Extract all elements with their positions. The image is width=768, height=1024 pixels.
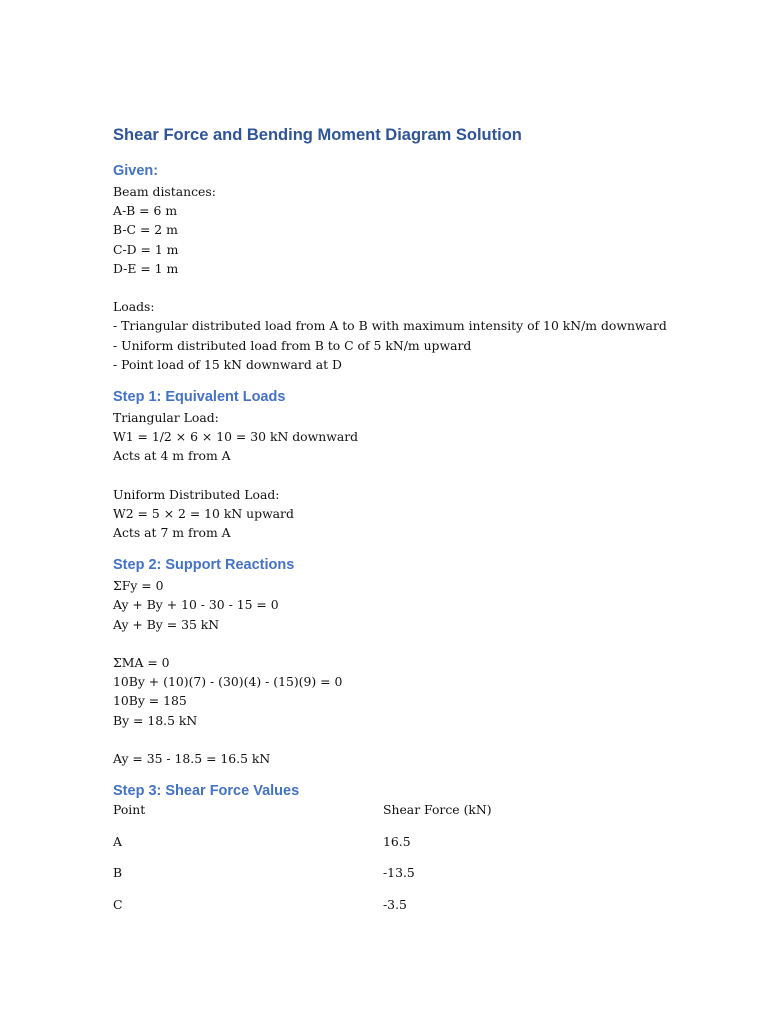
- step3-heading: Step 3: Shear Force Values: [113, 783, 300, 800]
- spacer: [113, 465, 713, 484]
- spacer: [113, 634, 713, 653]
- moment-equation: 10By = 185: [113, 693, 187, 709]
- loads-label: Loads:: [113, 299, 155, 315]
- uniform-load-line: W2 = 5 × 2 = 10 kN upward: [113, 505, 294, 521]
- force-equation: Ay + By = 35 kN: [113, 616, 220, 632]
- distance-line: C-D = 1 m: [113, 241, 179, 257]
- moment-equation: 10By + (10)(7) - (30)(4) - (15)(9) = 0: [113, 674, 343, 690]
- uniform-load-line: Acts at 7 m from A: [113, 525, 231, 540]
- point-cell: B: [113, 865, 123, 881]
- uniform-load-line: Uniform Distributed Load:: [113, 486, 280, 502]
- shear-value-cell: 16.5: [383, 833, 411, 849]
- moment-equation: By = 18.5 kN: [113, 712, 198, 728]
- table-row: [113, 865, 673, 897]
- document-page: [113, 122, 713, 928]
- table-header-row: [113, 802, 673, 834]
- given-heading: Given:: [113, 163, 159, 179]
- column-header-shear-force: Shear Force (kN): [383, 802, 492, 818]
- distances-label: Beam distances:: [113, 184, 216, 199]
- point-cell: A: [113, 833, 122, 849]
- spacer: [113, 730, 713, 749]
- shear-value-cell: -13.5: [383, 865, 415, 881]
- step1-heading: Step 1: Equivalent Loads: [113, 388, 286, 405]
- force-equation: ΣFy = 0: [113, 578, 164, 594]
- distance-line: B-C = 2 m: [113, 222, 178, 238]
- document-title: Shear Force and Bending Moment Diagram Solution: [113, 126, 522, 144]
- step2-section: [113, 554, 713, 768]
- step2-heading: Step 2: Support Reactions: [113, 557, 295, 574]
- load-line: - Point load of 15 kN downward at D: [113, 356, 342, 372]
- shear-force-table: [113, 802, 673, 928]
- load-line: - Uniform distributed load from B to C of 5 kN/m upward: [113, 337, 472, 353]
- triangular-load-line: Acts at 4 m from A: [113, 448, 231, 464]
- shear-value-cell: -3.5: [383, 896, 407, 912]
- load-line: - Triangular distributed load from A to B with maximum intensity of 10 kN/m downward: [113, 318, 667, 334]
- column-header-point: Point: [113, 802, 146, 818]
- table-row: [113, 834, 673, 866]
- distance-line: D-E = 1 m: [113, 260, 179, 276]
- point-cell: C: [113, 896, 123, 912]
- distance-line: A-B = 6 m: [113, 203, 178, 219]
- step1-section: [113, 386, 713, 542]
- triangular-load-line: Triangular Load:: [113, 409, 219, 425]
- moment-equation: ΣMA = 0: [113, 654, 170, 670]
- table-row: [113, 897, 673, 929]
- triangular-load-line: W1 = 1/2 × 6 × 10 = 30 kN downward: [113, 429, 359, 445]
- force-equation: Ay + By + 10 - 30 - 15 = 0: [113, 597, 279, 613]
- reaction-result: Ay = 35 - 18.5 = 16.5 kN: [113, 750, 271, 766]
- given-section: [113, 160, 713, 374]
- step3-section: [113, 780, 713, 928]
- spacer: [113, 278, 713, 297]
